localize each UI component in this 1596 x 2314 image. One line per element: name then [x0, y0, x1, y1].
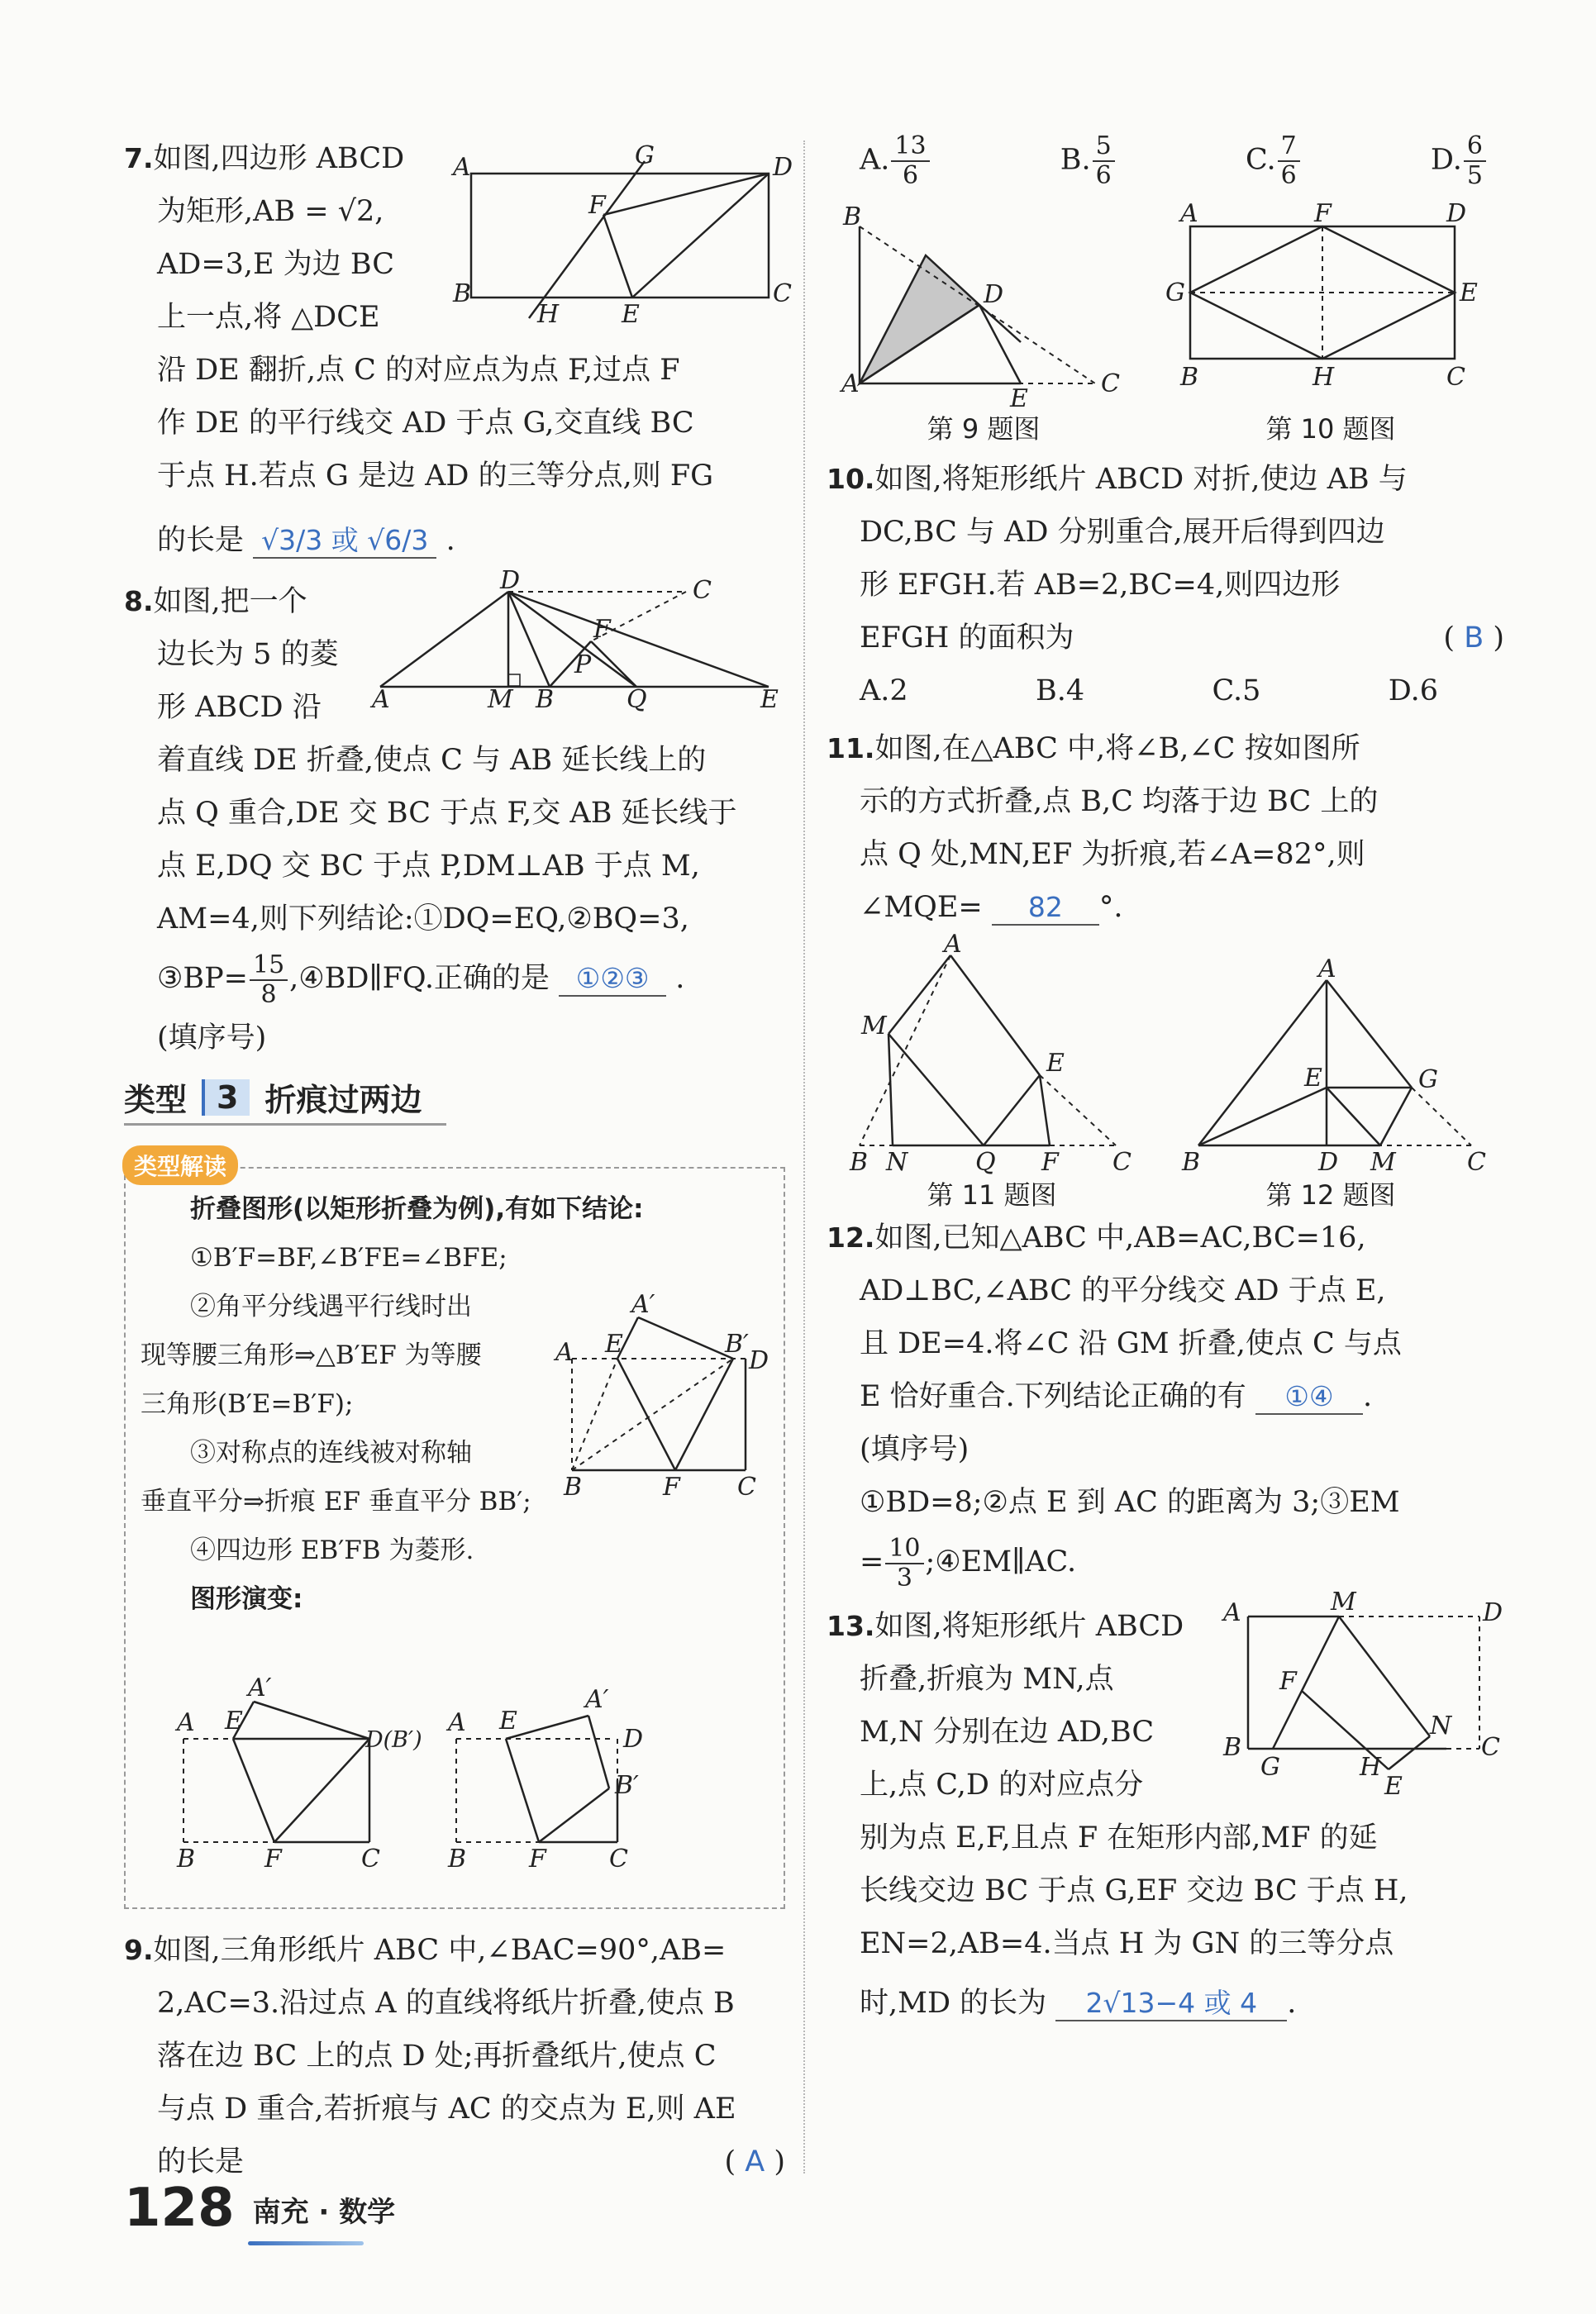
question-text: AM=4,则下列结论:①DQ=EQ,②BQ=3, — [157, 902, 689, 936]
question-text: 如图,将矩形纸片 ABCD — [874, 1610, 1184, 1643]
question-text: 作 DE 的平行线交 AD 于点 G,交直线 BC — [157, 407, 694, 440]
svg-text:A: A — [453, 153, 471, 182]
question-text: 的长是 — [157, 2145, 245, 2178]
svg-text:H: H — [1313, 363, 1335, 392]
caption-fig9: 第 9 题图 — [927, 413, 1041, 445]
svg-text:C: C — [1446, 363, 1465, 392]
figure-box-main — [555, 1290, 770, 1502]
svg-text:C: C — [693, 576, 712, 605]
question-10 — [827, 453, 1504, 717]
fraction — [250, 951, 288, 1009]
svg-text:A: A — [448, 1708, 466, 1737]
option-c — [1246, 132, 1302, 190]
svg-text:A: A — [841, 369, 860, 398]
figures-11-12 — [827, 930, 1504, 1212]
question-number: 11. — [827, 732, 875, 764]
question-text: 形 ABCD 沿 — [157, 691, 322, 724]
svg-text:C: C — [1481, 1733, 1500, 1762]
type-explanation-box — [124, 1153, 785, 1909]
question-text: AD⊥BC,∠ABC 的平分线交 AD 于点 E, — [860, 1274, 1386, 1307]
question-text: 与点 D 重合,若折痕与 AC 的交点为 E,则 AE — [157, 2093, 736, 2126]
svg-text:A: A — [1318, 955, 1336, 983]
svg-text:H: H — [537, 300, 560, 329]
svg-text:B: B — [564, 1473, 583, 1502]
question-text: EFGH 的面积为 — [860, 621, 1074, 655]
svg-text:D: D — [1446, 199, 1467, 228]
question-text: 沿 DE 翻折,点 C 的对应点为点 F,过点 F — [157, 354, 680, 387]
option-a: A.2 — [860, 674, 908, 707]
svg-text:M: M — [488, 685, 513, 714]
question-number: 12. — [827, 1221, 875, 1254]
svg-text:F: F — [529, 1845, 546, 1874]
q10-options — [827, 664, 1504, 717]
question-9 — [124, 1924, 785, 2188]
page-footer — [124, 2178, 396, 2239]
question-text: (填序号) — [860, 1433, 970, 1466]
option-letter: D. — [1430, 143, 1462, 177]
question-text: 如图,四边形 ABCD — [153, 142, 405, 175]
question-text: ,④BD∥FQ.正确的是 — [289, 962, 550, 995]
option-letter: B. — [1060, 143, 1091, 177]
svg-text:E: E — [605, 1330, 623, 1359]
numerator: 10 — [885, 1535, 923, 1564]
numerator: 15 — [250, 951, 288, 981]
question-text: 为矩形,AB = √2, — [157, 195, 384, 228]
svg-text:C: C — [361, 1845, 380, 1874]
svg-text:G: G — [635, 141, 655, 170]
question-text: (填序号) — [157, 1021, 267, 1055]
svg-text:A: A — [1180, 199, 1198, 228]
question-text: 示的方式折叠,点 B,C 均落于边 BC 上的 — [860, 785, 1379, 818]
question-text: DC,BC 与 AD 分别重合,展开后得到四边 — [860, 516, 1385, 549]
option-d — [1431, 132, 1488, 190]
section-label: 类型 — [124, 1082, 188, 1118]
svg-text:B: B — [1223, 1733, 1242, 1762]
question-text: E 恰好重合.下列结论正确的有 — [860, 1380, 1246, 1413]
svg-text:P: P — [574, 650, 592, 679]
figure-q9 — [835, 202, 1132, 413]
question-text: ①BD=8;②点 E 到 AC 的距离为 3;③EM — [860, 1486, 1400, 1519]
answer-blank: 82 — [992, 891, 1099, 926]
box-text: 现等腰三角形⇒△B′EF 为等腰 — [141, 1340, 482, 1370]
svg-text:E: E — [499, 1707, 517, 1736]
caption-fig12: 第 12 题图 — [1265, 1179, 1396, 1211]
question-text: 着直线 DE 折叠,使点 C 与 AB 延长线上的 — [157, 744, 707, 777]
question-8 — [124, 566, 785, 1064]
numerator: 6 — [1464, 132, 1486, 162]
svg-text:A: A — [177, 1708, 195, 1737]
svg-text:E: E — [225, 1707, 243, 1736]
svg-text:C: C — [1467, 1148, 1486, 1177]
option-c: C.5 — [1212, 674, 1261, 707]
question-text: 如图,在△ABC 中,将∠B,∠C 按如图所 — [874, 732, 1360, 765]
svg-text:C: C — [609, 1845, 628, 1874]
question-text: 点 Q 重合,DE 交 BC 于点 F,交 AB 延长线于 — [157, 797, 737, 830]
question-text: 如图,把一个 — [153, 585, 307, 618]
question-text: 时,MD 的长为 — [860, 1987, 1047, 2020]
question-text: 且 DE=4.将∠C 沿 GM 折叠,使点 C 与点 — [860, 1327, 1402, 1360]
svg-text:N: N — [886, 1148, 908, 1177]
type-badge: 类型解读 — [122, 1145, 238, 1185]
svg-text:B′: B′ — [725, 1330, 749, 1359]
svg-text:B: B — [453, 279, 472, 308]
svg-text:N: N — [1430, 1712, 1452, 1740]
fraction — [1278, 132, 1300, 190]
question-text: = — [860, 1545, 884, 1578]
question-number: 9. — [124, 1934, 154, 1966]
figure-box-evolve-1 — [159, 1664, 422, 1874]
option-d: D.6 — [1388, 674, 1438, 707]
question-13 — [827, 1588, 1504, 2030]
question-text: M,N 分别在边 AD,BC — [860, 1716, 1155, 1749]
question-12 — [827, 1212, 1504, 1595]
question-text: 点 Q 处,MN,EF 为折痕,若∠A=82°,则 — [860, 838, 1365, 871]
option-letter: A. — [860, 143, 890, 177]
svg-text:D: D — [1318, 1148, 1339, 1177]
svg-text:M: M — [1370, 1148, 1396, 1177]
svg-text:B: B — [177, 1845, 196, 1874]
svg-text:E: E — [1010, 384, 1028, 413]
svg-text:A: A — [1223, 1598, 1241, 1627]
question-text: 折叠,折痕为 MN,点 — [860, 1663, 1114, 1696]
question-text: 长线交边 BC 于点 G,EF 交边 BC 于点 H, — [860, 1874, 1408, 1907]
fraction — [1093, 132, 1115, 190]
answer-blank: √3/3 或 √6/3 — [253, 524, 436, 559]
left-column — [124, 132, 793, 2188]
svg-text:E: E — [1046, 1049, 1065, 1078]
punctuation: . — [445, 524, 455, 557]
svg-text:C: C — [1112, 1148, 1131, 1177]
question-number: 7. — [124, 142, 154, 174]
svg-text:F: F — [1314, 199, 1332, 228]
svg-text:D: D — [773, 153, 793, 182]
book-title: 南充 · 数学 — [252, 2196, 396, 2229]
punctuation: °. — [1098, 891, 1123, 924]
punctuation: . — [1287, 1987, 1297, 2020]
svg-text:D: D — [500, 566, 521, 595]
svg-text:D: D — [984, 280, 1004, 309]
svg-text:A′: A′ — [248, 1674, 272, 1702]
question-text: 点 E,DQ 交 BC 于点 P,DM⊥AB 于点 M, — [157, 850, 700, 883]
question-text: 上,点 C,D 的对应点分 — [860, 1769, 1144, 1802]
svg-text:F: F — [588, 191, 606, 220]
svg-text:B′: B′ — [615, 1771, 639, 1800]
svg-text:A: A — [555, 1338, 574, 1367]
box-text: ④四边形 EB′FB 为菱形. — [190, 1536, 474, 1565]
punctuation: . — [675, 962, 685, 995]
svg-text:G: G — [1418, 1065, 1438, 1094]
question-text: ;④EM∥AC. — [925, 1545, 1077, 1578]
denominator: 6 — [1095, 161, 1112, 190]
box-text: ②角平分线遇平行线时出 — [190, 1292, 472, 1321]
answer-bracket: ( B ) — [1443, 621, 1504, 655]
section-number: 3 — [202, 1079, 250, 1116]
figure-q7 — [446, 141, 793, 331]
option-b — [1060, 132, 1117, 190]
svg-text:B: B — [536, 685, 555, 714]
svg-text:B: B — [448, 1845, 467, 1874]
svg-text:F: F — [663, 1473, 680, 1502]
svg-text:E: E — [622, 300, 640, 329]
section-type-3 — [124, 1074, 785, 1126]
svg-text:A′: A′ — [585, 1685, 609, 1714]
question-text: ③BP= — [157, 962, 248, 995]
figure-q8 — [372, 566, 793, 714]
svg-text:G: G — [1260, 1753, 1280, 1782]
numerator: 13 — [891, 132, 929, 162]
punctuation: . — [1362, 1380, 1373, 1413]
svg-text:E: E — [1460, 279, 1478, 307]
answer-blank: 2√13−4 或 4 — [1055, 1987, 1287, 2021]
svg-text:B: B — [1180, 363, 1199, 392]
fraction — [891, 132, 929, 190]
svg-text:C: C — [773, 279, 792, 308]
svg-text:Q: Q — [975, 1148, 996, 1177]
svg-text:B: B — [1182, 1148, 1201, 1177]
svg-text:A′: A′ — [631, 1290, 655, 1319]
denominator: 8 — [260, 979, 277, 1009]
box-heading: 折叠图形(以矩形折叠为例),有如下结论: — [190, 1194, 644, 1224]
question-text: 如图,将矩形纸片 ABCD 对折,使边 AB 与 — [874, 463, 1408, 496]
question-text: 上一点,将 △DCE — [157, 301, 380, 334]
question-text: 于点 H.若点 G 是边 AD 的三等分点,则 FG — [157, 459, 714, 493]
question-11 — [827, 722, 1504, 934]
question-text: ∠MQE= — [860, 891, 983, 924]
svg-text:F: F — [264, 1845, 282, 1874]
svg-text:M: M — [861, 1012, 887, 1040]
fraction — [885, 1535, 923, 1593]
caption-fig11: 第 11 题图 — [927, 1179, 1057, 1211]
denominator: 6 — [902, 161, 919, 190]
answer-blank: ①④ — [1255, 1380, 1363, 1415]
question-text: 2,AC=3.沿过点 A 的直线将纸片折叠,使点 B — [157, 1987, 735, 2020]
question-text: 边长为 5 的菱 — [157, 638, 339, 671]
figures-9-10 — [827, 199, 1504, 450]
svg-text:E: E — [760, 685, 779, 714]
svg-text:M: M — [1331, 1588, 1356, 1616]
svg-text:D: D — [1483, 1598, 1503, 1627]
question-text: 落在边 BC 上的点 D 处;再折叠纸片,使点 C — [157, 2040, 717, 2073]
svg-text:G: G — [1165, 279, 1185, 307]
box-text: 三角形(B′E=B′F); — [141, 1389, 354, 1419]
denominator: 5 — [1466, 161, 1483, 190]
question-text: 形 EFGH.若 AB=2,BC=4,则四边形 — [860, 569, 1341, 602]
answer-blank: ①②③ — [559, 962, 666, 997]
svg-text:E: E — [1384, 1772, 1403, 1801]
figure-q10 — [1165, 199, 1479, 400]
question-text: 的长是 — [157, 524, 245, 557]
denominator: 3 — [896, 1563, 912, 1593]
question-text: 如图,已知△ABC 中,AB=AC,BC=16, — [874, 1221, 1366, 1255]
heading-underline — [124, 1123, 446, 1126]
right-column — [827, 132, 1504, 2030]
svg-text:H: H — [1360, 1753, 1382, 1782]
figure-q12 — [1182, 955, 1488, 1178]
svg-text:F: F — [1041, 1148, 1059, 1177]
box-text: ③对称点的连线被对称轴 — [190, 1438, 472, 1468]
answer-bracket: ( A ) — [724, 2145, 785, 2178]
question-number: 10. — [827, 463, 875, 495]
section-title: 折痕过两边 — [264, 1082, 422, 1118]
svg-text:A: A — [372, 685, 390, 714]
section-heading — [124, 1074, 785, 1120]
denominator: 6 — [1280, 161, 1297, 190]
footer-decoration — [248, 2241, 364, 2245]
svg-text:D: D — [749, 1346, 769, 1375]
q9-options — [827, 132, 1504, 190]
fraction — [1464, 132, 1486, 190]
question-text: 别为点 E,F,且点 F 在矩形内部,MF 的延 — [860, 1821, 1378, 1855]
caption-fig10: 第 10 题图 — [1265, 413, 1396, 445]
svg-text:F: F — [1279, 1667, 1297, 1696]
question-text: 如图,三角形纸片 ABC 中,∠BAC=90°,AB= — [153, 1934, 727, 1967]
svg-text:C: C — [1101, 369, 1120, 398]
svg-text:C: C — [737, 1473, 756, 1502]
box-text: ①B′F=BF,∠B′FE=∠BFE; — [190, 1243, 507, 1273]
figure-q13 — [1223, 1588, 1504, 1801]
svg-text:D: D — [623, 1725, 644, 1754]
question-number: 8. — [124, 585, 154, 617]
question-text: AD=3,E 为边 BC — [157, 248, 395, 281]
svg-text:D(B′): D(B′) — [365, 1727, 422, 1753]
box-text: 垂直平分⇒折痕 EF 垂直平分 BB′; — [141, 1487, 531, 1516]
svg-text:A: A — [944, 930, 962, 959]
question-number: 13. — [827, 1610, 875, 1642]
column-divider — [803, 140, 805, 2174]
svg-text:E: E — [1304, 1064, 1322, 1093]
option-letter: C. — [1245, 143, 1276, 177]
page-number: 128 — [124, 2178, 235, 2239]
svg-text:B: B — [850, 1148, 869, 1177]
svg-text:B: B — [843, 202, 862, 231]
option-b: B.4 — [1036, 674, 1085, 707]
figure-box-evolve-2 — [440, 1664, 688, 1874]
option-a — [860, 132, 931, 190]
question-7 — [124, 132, 793, 567]
svg-text:F: F — [593, 615, 611, 644]
numerator: 5 — [1093, 132, 1115, 162]
figure-q11 — [843, 930, 1141, 1177]
numerator: 7 — [1278, 132, 1300, 162]
svg-text:Q: Q — [626, 685, 647, 714]
box-heading: 图形演变: — [190, 1584, 303, 1614]
question-text: EN=2,AB=4.当点 H 为 GN 的三等分点 — [860, 1927, 1394, 1960]
choice-answer: A — [745, 2145, 765, 2178]
choice-answer: B — [1464, 621, 1484, 655]
